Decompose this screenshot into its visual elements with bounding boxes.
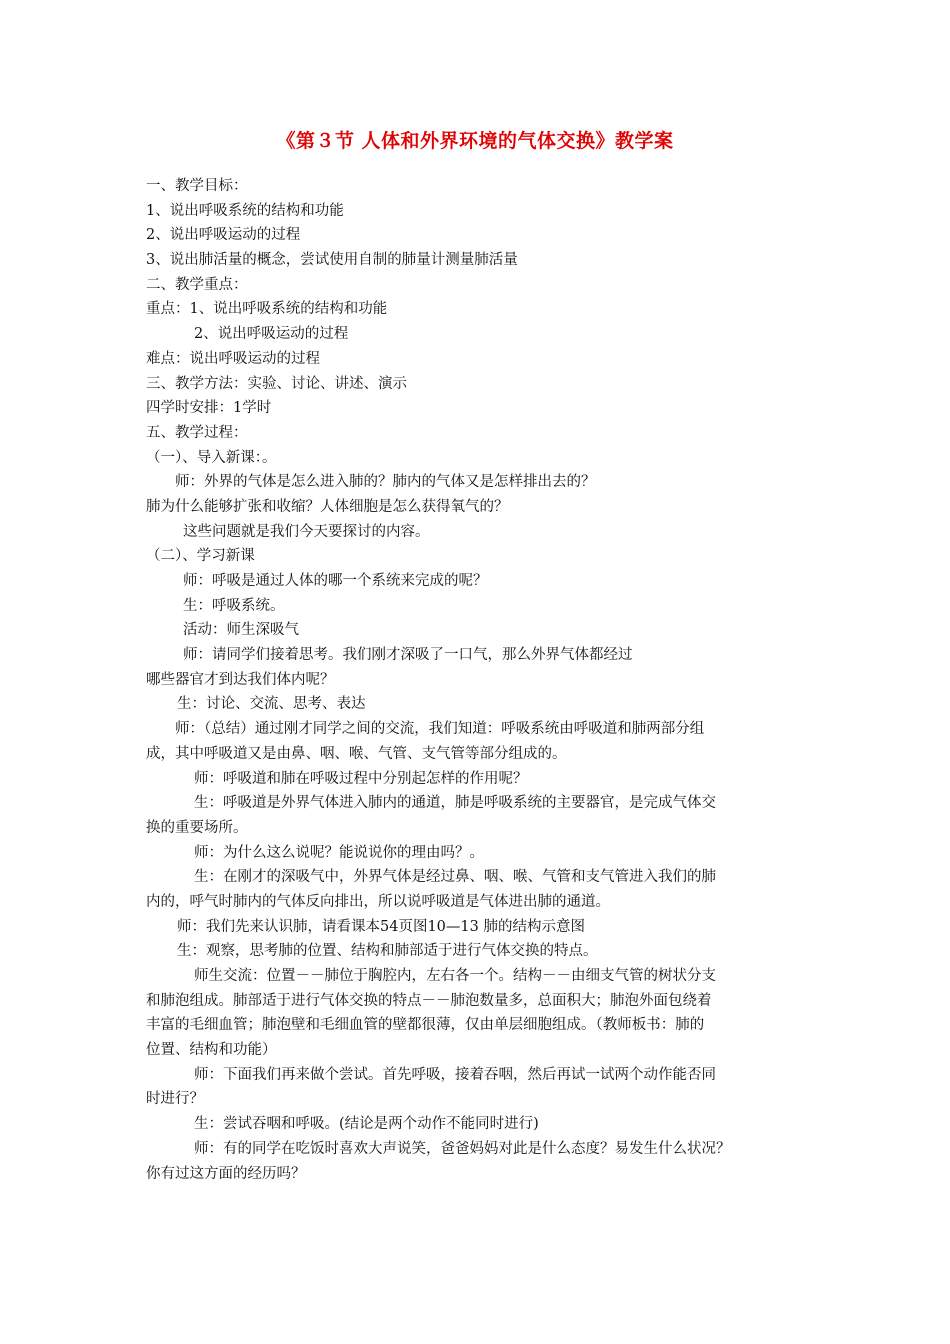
text-line: （一）、导入新课：。 bbox=[146, 449, 277, 466]
text-line: 师：为什么这么说呢？能说说你的理由吗？。 bbox=[194, 844, 484, 861]
text-line: 一、教学目标： bbox=[146, 178, 248, 194]
text-line: 3、说出肺活量的概念，尝试使用自制的肺量计测量肺活量 bbox=[146, 252, 518, 269]
text-line: 二、教学重点： bbox=[146, 276, 248, 293]
text-line: 难点：说出呼吸运动的过程 bbox=[146, 350, 320, 367]
text-line: 哪些器官才到达我们体内呢？ bbox=[146, 671, 335, 688]
text-line: 和肺泡组成。肺部适于进行气体交换的特点－－肺泡数量多，总面积大；肺泡外面包绕着 bbox=[146, 992, 712, 1009]
text-line: 师：外界的气体是怎么进入肺的？肺内的气体又是怎样排出去的？ bbox=[175, 474, 596, 491]
text-line: （二）、学习新课 bbox=[146, 548, 255, 565]
text-line: 内的，呼气时肺内的气体反向排出，所以说呼吸道是气体进出肺的通道。 bbox=[146, 893, 610, 910]
text-line: 生：呼吸道是外界气体进入肺内的通道，肺是呼吸系统的主要器官，是完成气体交 bbox=[194, 795, 716, 812]
text-line: 三、教学方法：实验、讨论、讲述、演示 bbox=[146, 375, 407, 392]
text-line: 师：有的同学在吃饭时喜欢大声说笑，爸爸妈妈对此是什么态度？易发生什么状况？ bbox=[194, 1140, 731, 1157]
text-line: 师：呼吸道和肺在呼吸过程中分别起怎样的作用呢？ bbox=[194, 770, 528, 787]
text-line: 师：呼吸是通过人体的哪一个系统来完成的呢？ bbox=[183, 573, 488, 589]
text-line: 师：请同学们接着思考。我们刚才深吸了一口气，那么外界气体都经过 bbox=[183, 647, 633, 664]
text-line: 换的重要场所。 bbox=[146, 819, 248, 836]
text-line: 时进行？ bbox=[146, 1091, 204, 1108]
text-line: 活动：师生深吸气 bbox=[183, 622, 299, 639]
text-line: 2、说出呼吸运动的过程 bbox=[146, 227, 301, 244]
document-title: 《第３节 人体和外界环境的气体交换》教学案 bbox=[276, 130, 674, 152]
text-line: 师生交流：位置－－肺位于胸腔内，左右各一个。结构－－由细支气管的树状分支 bbox=[194, 968, 716, 984]
document-body bbox=[146, 174, 810, 1186]
text-line: 生：在刚才的深吸气中，外界气体是经过鼻、咽、喉、气管和支气管进入我们的肺 bbox=[194, 869, 716, 886]
text-line: 成，其中呼吸道又是由鼻、咽、喉、气管、支气管等部分组成的。 bbox=[146, 745, 567, 762]
text-line: 师：（总结）通过刚才同学之间的交流，我们知道：呼吸系统由呼吸道和肺两部分组 bbox=[175, 721, 705, 738]
text-line: 生：观察，思考肺的位置、结构和肺部适于进行气体交换的特点。 bbox=[177, 943, 598, 960]
text-line: 肺为什么能够扩张和收缩？人体细胞是怎么获得氧气的？ bbox=[146, 498, 509, 515]
text-line: 你有过这方面的经历吗？ bbox=[146, 1165, 306, 1182]
text-line: 重点：1、说出呼吸系统的结构和功能 bbox=[146, 301, 388, 318]
text-line: 2、说出呼吸运动的过程 bbox=[194, 326, 349, 343]
text-line: 生：呼吸系统。 bbox=[183, 597, 285, 614]
text-line: 位置、结构和功能） bbox=[146, 1042, 277, 1059]
text-line: 四学时安排：1学时 bbox=[146, 400, 272, 417]
text-line: 丰富的毛细血管；肺泡壁和毛细血管的壁都很薄，仅由单层细胞组成。（教师板书：肺的 bbox=[146, 1017, 705, 1034]
text-line: 五、教学过程： bbox=[146, 424, 248, 441]
text-line: 这些问题就是我们今天要探讨的内容。 bbox=[183, 523, 430, 540]
text-line: 生：尝试吞咽和呼吸。(结论是两个动作不能同时进行) bbox=[194, 1116, 539, 1133]
text-line: 生：讨论、交流、思考、表达 bbox=[177, 696, 366, 713]
text-line: 师：下面我们再来做个尝试。首先呼吸，接着吞咽，然后再试一试两个动作能否同 bbox=[194, 1066, 716, 1083]
text-line: 1、说出呼吸系统的结构和功能 bbox=[146, 202, 344, 219]
text-line: 师：我们先来认识肺，请看课本54页图10—13 肺的结构示意图 bbox=[177, 918, 585, 935]
